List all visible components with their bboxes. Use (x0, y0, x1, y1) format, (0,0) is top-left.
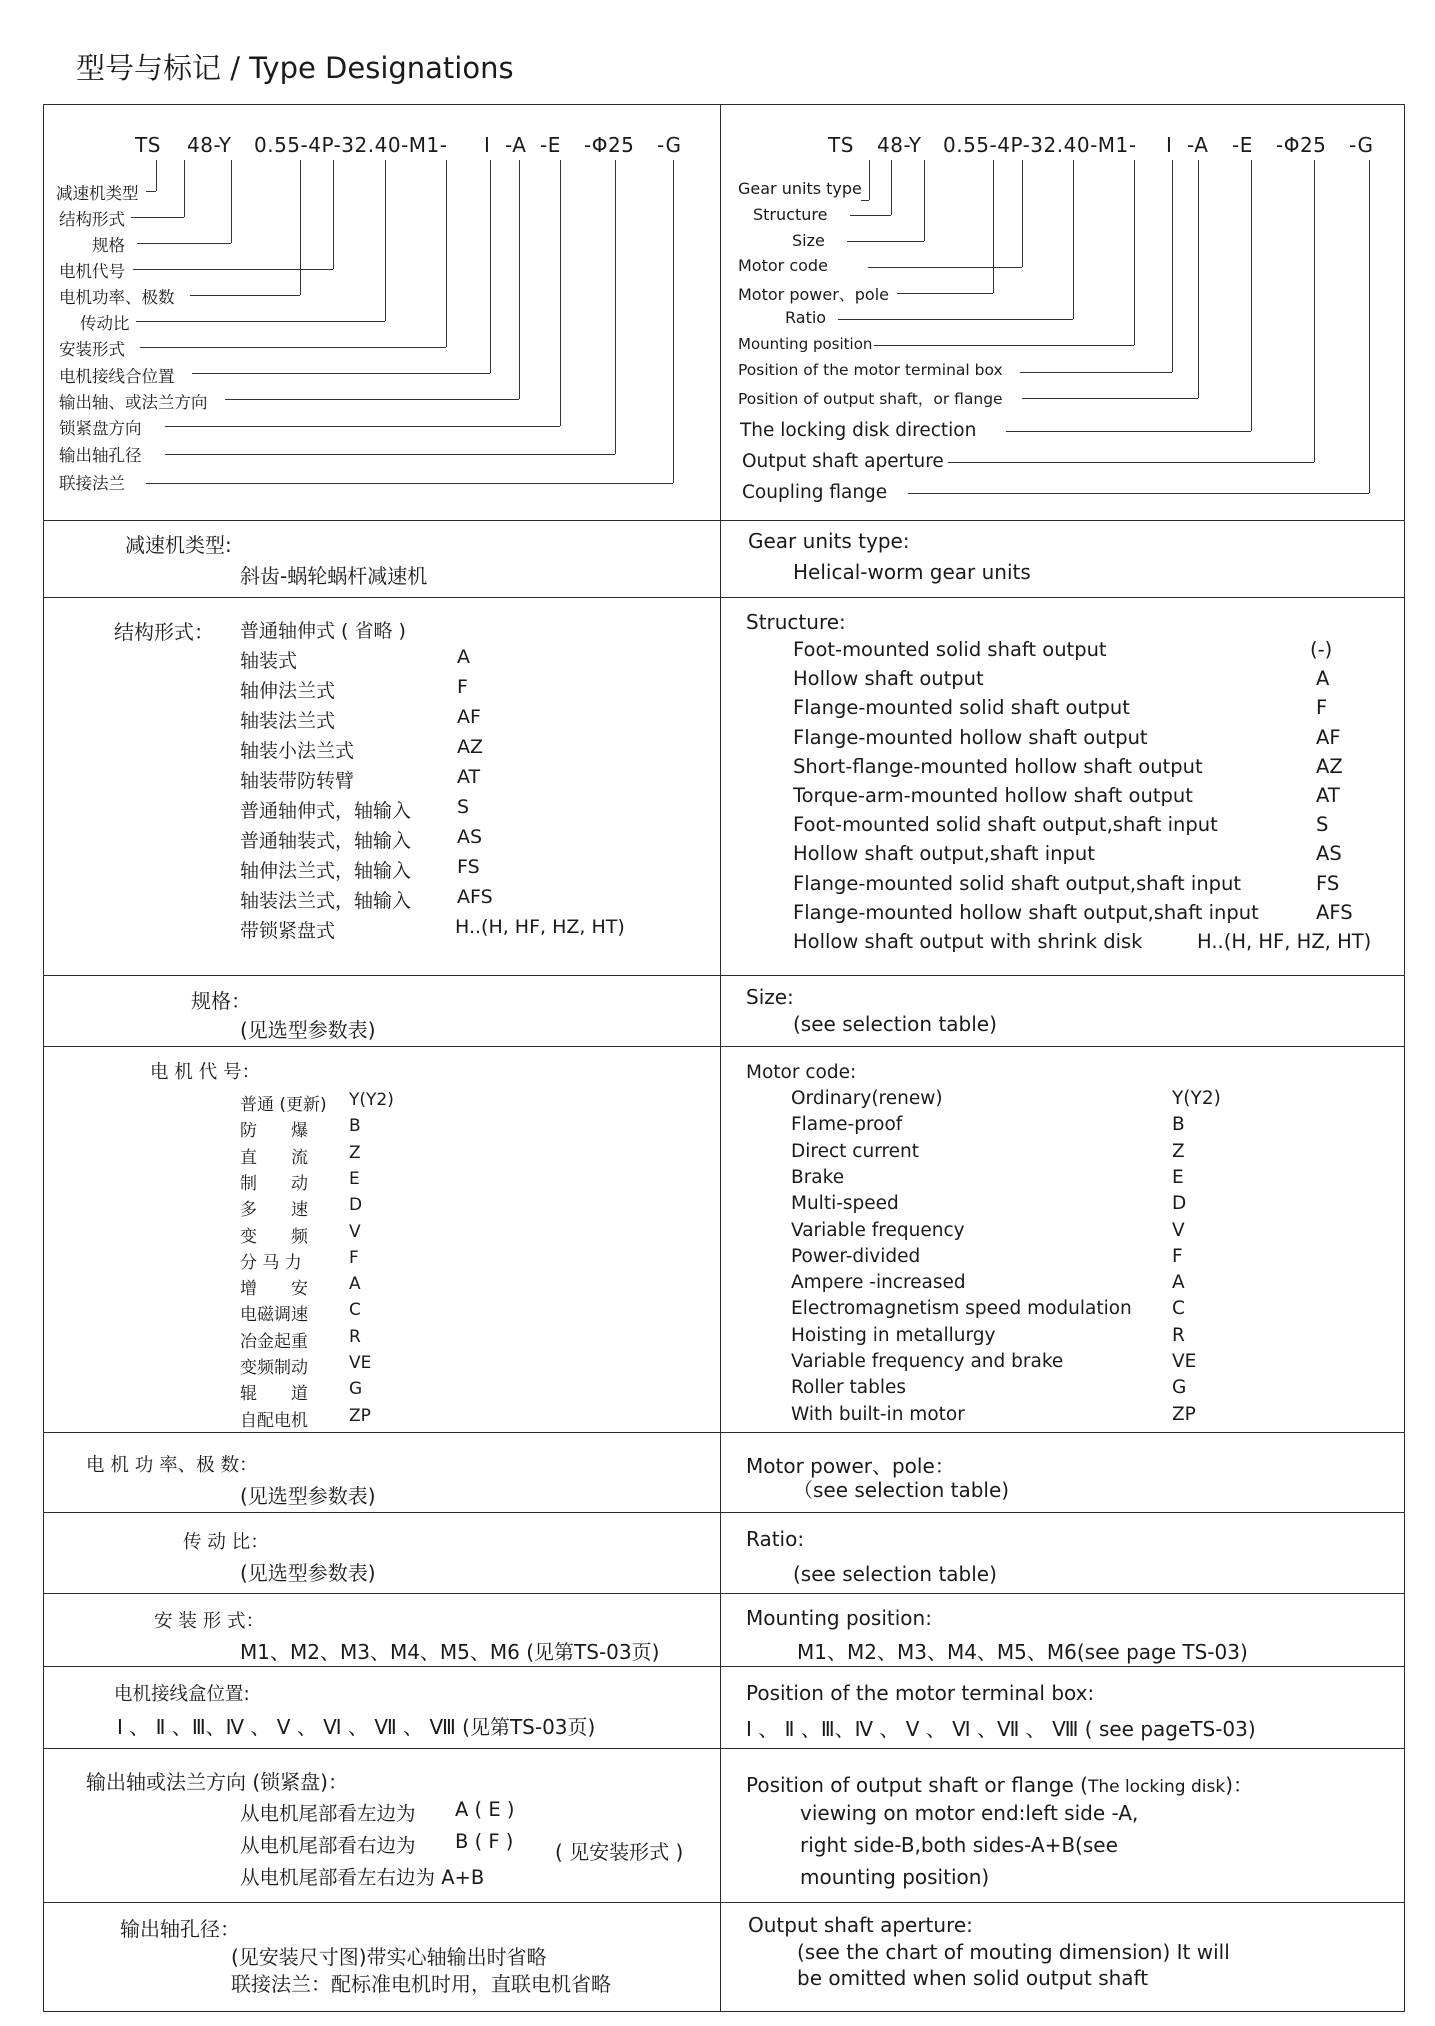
direction-item-code: A ( E ) (455, 1798, 515, 1821)
mounting-label-cn: 安 装 形 式： (154, 1611, 265, 1632)
motor-item-code: Y(Y2) (349, 1090, 394, 1110)
code-part-terminal: Ⅰ (1166, 133, 1173, 157)
row-divider (43, 1666, 1405, 1667)
row-divider (43, 1593, 1405, 1594)
motor-item-name: Hoisting in metallurgy (791, 1324, 996, 1346)
motor-item-code: Y(Y2) (1172, 1088, 1221, 1109)
structure-item-code: AS (457, 826, 483, 848)
code-part-series: TS (135, 133, 161, 157)
page-title: 型号与标记 / Type Designations (76, 51, 514, 85)
power-label-en: Motor power、pole： (746, 1454, 955, 1478)
motor-item-code: C (1172, 1298, 1185, 1320)
structure-item-code: AF (1316, 725, 1341, 749)
legend-item: Output shaft aperture (742, 451, 944, 472)
direction-line-en: viewing on motor end:left side -A, (800, 1801, 1139, 1825)
motor-item-code: R (1172, 1324, 1185, 1346)
structure-item-code: AT (457, 766, 481, 788)
structure-item-name: Hollow shaft output (793, 667, 984, 691)
structure-item-name: 带锁紧盘式 (240, 920, 336, 942)
structure-item-name: 轴装带防转臂 (240, 770, 355, 792)
direction-item-name: 从电机尾部看左边为 (240, 1802, 416, 1825)
legend-item: Position of output shaft，or flange (738, 390, 1003, 408)
structure-item-name: Flange-mounted solid shaft output (793, 696, 1130, 720)
motor-label-cn: 电 机 代 号： (150, 1062, 261, 1083)
motor-item-name: 电磁调速 (240, 1305, 308, 1326)
structure-item-code: A (457, 646, 470, 668)
row-divider (43, 1512, 1405, 1513)
structure-item-name: Foot-mounted solid shaft output (793, 638, 1107, 661)
structure-item-name: 轴装式 (240, 650, 298, 672)
code-part-terminal: Ⅰ (484, 133, 491, 157)
structure-label-cn: 结构形式： (114, 620, 214, 644)
structure-item-name: Flange-mounted hollow shaft output,shaft input (793, 900, 1259, 924)
code-part-params: 0.55-4P-32.40-M1- (943, 133, 1137, 157)
motor-item-name: Roller tables (791, 1377, 906, 1399)
legend-item: 联接法兰 (59, 474, 125, 493)
legend-item: Structure (753, 205, 828, 224)
structure-item-code: FS (1316, 871, 1340, 895)
motor-item-name: 变频制动 (240, 1358, 308, 1378)
legend-item: Motor code (738, 256, 828, 275)
aperture-label-en: Output shaft aperture: (748, 1913, 973, 1937)
legend-item: Gear units type (738, 179, 862, 198)
legend-item: 输出轴孔径 (59, 446, 142, 465)
motor-item-code: V (1172, 1219, 1185, 1241)
direction-label-en: Position of output shaft or flange (The locking disk)： (746, 1773, 1253, 1797)
structure-item-code: AFS (457, 886, 493, 908)
mounting-label-en: Mounting position: (746, 1606, 932, 1630)
legend-item: The locking disk direction (740, 420, 977, 441)
row-divider (43, 597, 1405, 598)
legend-item: Coupling flange (742, 482, 888, 503)
structure-item-code: AS (1316, 842, 1342, 866)
structure-item-name: 普通轴伸式 ( 省略 ) (240, 620, 406, 642)
size-value-cn: (见选型参数表) (240, 1018, 376, 1042)
code-part-size: 48-Y (187, 133, 232, 157)
motor-item-name: Electromagnetism speed modulation (791, 1298, 1132, 1320)
motor-item-name: Power-divided (791, 1245, 921, 1267)
code-part-disk: -E (540, 133, 561, 157)
terminal-label-en: Position of the motor terminal box: (746, 1681, 1095, 1705)
motor-item-name: Ordinary(renew) (791, 1088, 943, 1109)
size-label-cn: 规格： (191, 989, 251, 1013)
ratio-label-cn: 传 动 比： (183, 1532, 269, 1553)
motor-item-code: C (349, 1300, 361, 1321)
motor-item-name: Multi-speed (791, 1193, 899, 1215)
motor-item-name: Flame-proof (791, 1114, 903, 1136)
terminal-value-cn: Ⅰ 、 Ⅱ 、Ⅲ、Ⅳ 、 Ⅴ 、 Ⅵ 、 Ⅶ 、 Ⅷ (见第TS-03页) (117, 1715, 596, 1739)
structure-item-name: 轴装法兰式 (240, 710, 336, 732)
power-value-cn: (见选型参数表) (240, 1484, 376, 1508)
power-label-cn: 电 机 功 率、极 数： (86, 1455, 258, 1476)
row-divider (43, 1432, 1405, 1433)
structure-item-code: F (1316, 696, 1328, 720)
motor-item-name: With built-in motor (791, 1403, 965, 1425)
motor-item-code: B (1172, 1114, 1185, 1136)
aperture-line-cn: 联接法兰：配标准电机时用，直联电机省略 (231, 1972, 611, 1996)
motor-item-code: G (1172, 1377, 1187, 1399)
motor-item-name: 自配电机 (240, 1410, 308, 1431)
structure-item-name: 轴伸法兰式 (240, 680, 336, 702)
direction-note-cn: ( 见安装形式 ) (555, 1840, 684, 1864)
motor-item-code: A (349, 1274, 361, 1295)
motor-item-name: 防 爆 (240, 1121, 308, 1142)
structure-item-name: 轴伸法兰式，轴输入 (240, 860, 412, 882)
structure-item-name: 轴装法兰式，轴输入 (240, 890, 412, 912)
row-divider (43, 1748, 1405, 1749)
code-part-disk: -E (1232, 133, 1253, 157)
code-part-series: TS (828, 133, 854, 157)
legend-item: Mounting position (738, 335, 873, 353)
legend-item: Ratio (785, 308, 827, 327)
aperture-line-en: be omitted when solid output shaft (797, 1966, 1149, 1990)
motor-item-code: V (349, 1221, 361, 1242)
row-divider (43, 520, 1405, 521)
structure-label-en: Structure: (746, 610, 846, 634)
direction-item-code: B ( F ) (455, 1830, 514, 1853)
structure-item-code: FS (457, 856, 480, 878)
structure-item-code: (-) (1310, 638, 1333, 661)
motor-item-name: 增 安 (240, 1279, 308, 1300)
legend-item: 电机功率、极数 (59, 288, 175, 307)
column-divider (720, 104, 721, 2012)
motor-item-name: 变 频 (240, 1226, 308, 1247)
motor-item-code: B (349, 1116, 361, 1137)
size-value-en: (see selection table) (793, 1012, 997, 1036)
legend-item: 安装形式 (59, 340, 125, 359)
row-divider (43, 1902, 1405, 1903)
legend-item: 减速机类型 (56, 184, 139, 203)
structure-item-name: 普通轴装式，轴输入 (240, 830, 412, 852)
row-divider (43, 975, 1405, 976)
ratio-value-en: (see selection table) (793, 1562, 997, 1586)
code-part-output: -A (1187, 133, 1209, 157)
structure-item-name: Torque-arm-mounted hollow shaft output (793, 784, 1193, 807)
code-part-params: 0.55-4P-32.40-M1- (254, 133, 448, 157)
legend-item: 传动比 (80, 314, 130, 333)
motor-item-name: 多 速 (240, 1200, 308, 1221)
code-part-flange: -G (657, 133, 682, 157)
motor-item-name: Variable frequency (791, 1219, 965, 1241)
legend-item: Position of the motor terminal box (738, 361, 1003, 379)
direction-line-en: right side-B,both sides-A+B(see (800, 1833, 1118, 1857)
structure-item-name: 轴装小法兰式 (240, 740, 355, 762)
direction-label-cn: 输出轴或法兰方向 (锁紧盘)： (86, 1770, 348, 1794)
motor-item-name: Direct current (791, 1140, 920, 1162)
motor-label-en: Motor code: (746, 1062, 857, 1083)
structure-item-name: Flange-mounted hollow shaft output (793, 725, 1148, 749)
gear-value-en: Helical-worm gear units (793, 560, 1031, 584)
motor-item-code: F (1172, 1245, 1183, 1267)
legend-item: 输出轴、或法兰方向 (59, 393, 208, 412)
power-value-en: （see selection table) (793, 1478, 1010, 1502)
ratio-value-cn: (见选型参数表) (240, 1561, 376, 1585)
structure-item-code: AZ (457, 736, 484, 758)
legend-item: 电机代号 (59, 262, 125, 281)
gear-value-cn: 斜齿-蜗轮蜗杆减速机 (240, 564, 428, 588)
terminal-value-en: Ⅰ 、 Ⅱ 、Ⅲ、Ⅳ 、 Ⅴ 、 Ⅵ 、Ⅶ 、 Ⅷ ( see pageTS-03) (746, 1717, 1256, 1741)
motor-item-code: ZP (349, 1405, 371, 1426)
structure-item-code: AFS (1316, 900, 1353, 924)
aperture-line-cn: (见安装尺寸图)带实心轴输出时省略 (231, 1945, 547, 1969)
legend-item: 结构形式 (59, 210, 125, 229)
structure-item-code: S (457, 796, 470, 818)
code-part-aperture: -Φ25 (1276, 133, 1327, 157)
legend-item: 锁紧盘方向 (59, 419, 142, 438)
structure-item-name: Flange-mounted solid shaft output,shaft input (793, 871, 1242, 895)
motor-item-name: 分 马 力 (240, 1252, 302, 1273)
structure-item-code: H..(H, HF, HZ, HT) (1197, 930, 1372, 953)
mounting-value-cn: M1、M2、M3、M4、M5、M6 (见第TS-03页) (240, 1640, 660, 1664)
structure-item-name: Short-flange-mounted hollow shaft output (793, 754, 1203, 778)
structure-item-code: A (1316, 667, 1330, 691)
motor-item-code: VE (349, 1353, 372, 1373)
motor-item-code: F (349, 1247, 359, 1268)
motor-item-code: E (1172, 1166, 1184, 1188)
motor-item-code: Z (349, 1142, 361, 1163)
motor-item-name: Brake (791, 1166, 845, 1188)
code-part-aperture: -Φ25 (584, 133, 635, 157)
motor-item-code: G (349, 1379, 363, 1400)
structure-item-code: AZ (1316, 754, 1343, 778)
structure-item-name: Foot-mounted solid shaft output,shaft input (793, 813, 1218, 837)
motor-item-name: 直 流 (240, 1147, 308, 1168)
row-divider (43, 1046, 1405, 1047)
direction-item-name: 从电机尾部看右边为 (240, 1834, 416, 1857)
structure-item-code: AF (457, 706, 481, 728)
ratio-label-en: Ratio: (746, 1527, 805, 1551)
structure-item-name: 普通轴伸式，轴输入 (240, 800, 412, 822)
motor-item-name: Variable frequency and brake (791, 1351, 1064, 1372)
motor-item-code: R (349, 1326, 361, 1347)
legend-item: 电机接线合位置 (59, 367, 175, 386)
structure-item-code: H..(H, HF, HZ, HT) (455, 916, 625, 938)
legend-item: 规格 (92, 236, 125, 255)
structure-item-code: AT (1316, 784, 1340, 807)
code-part-flange: -G (1349, 133, 1374, 157)
motor-item-code: E (349, 1168, 360, 1189)
direction-item-name: 从电机尾部看左右边为 A+B (240, 1866, 485, 1889)
code-part-output: -A (505, 133, 527, 157)
motor-item-name: Ampere -increased (791, 1272, 966, 1294)
motor-item-name: 制 动 (240, 1173, 308, 1194)
motor-item-code: D (1172, 1193, 1187, 1215)
legend-item: Motor power、pole (738, 285, 890, 304)
size-label-en: Size: (746, 985, 794, 1009)
code-part-size: 48-Y (877, 133, 922, 157)
structure-item-name: Hollow shaft output,shaft input (793, 842, 1095, 866)
motor-item-name: 辊 道 (240, 1384, 308, 1405)
structure-item-code: F (457, 676, 468, 698)
structure-item-code: S (1316, 813, 1329, 837)
structure-item-name: Hollow shaft output with shrink disk (793, 930, 1143, 953)
mounting-value-en: M1、M2、M3、M4、M5、M6(see page TS-03) (797, 1640, 1248, 1664)
motor-item-name: 普通 (更新) (240, 1095, 327, 1115)
motor-item-code: D (349, 1195, 363, 1216)
aperture-line-en: (see the chart of mouting dimension) It will (797, 1940, 1230, 1964)
legend-item: Size (792, 231, 825, 250)
motor-item-name: 冶金起重 (240, 1331, 308, 1352)
motor-item-code: Z (1172, 1140, 1185, 1162)
gear-label-cn: 减速机类型: (125, 533, 232, 557)
motor-item-code: ZP (1172, 1403, 1196, 1425)
gear-label-en: Gear units type: (748, 529, 910, 553)
motor-item-code: VE (1172, 1351, 1197, 1372)
terminal-label-cn: 电机接线盒位置: (114, 1684, 250, 1705)
direction-line-en: mounting position) (800, 1865, 990, 1889)
motor-item-code: A (1172, 1272, 1185, 1294)
aperture-label-cn: 输出轴孔径： (120, 1917, 240, 1941)
